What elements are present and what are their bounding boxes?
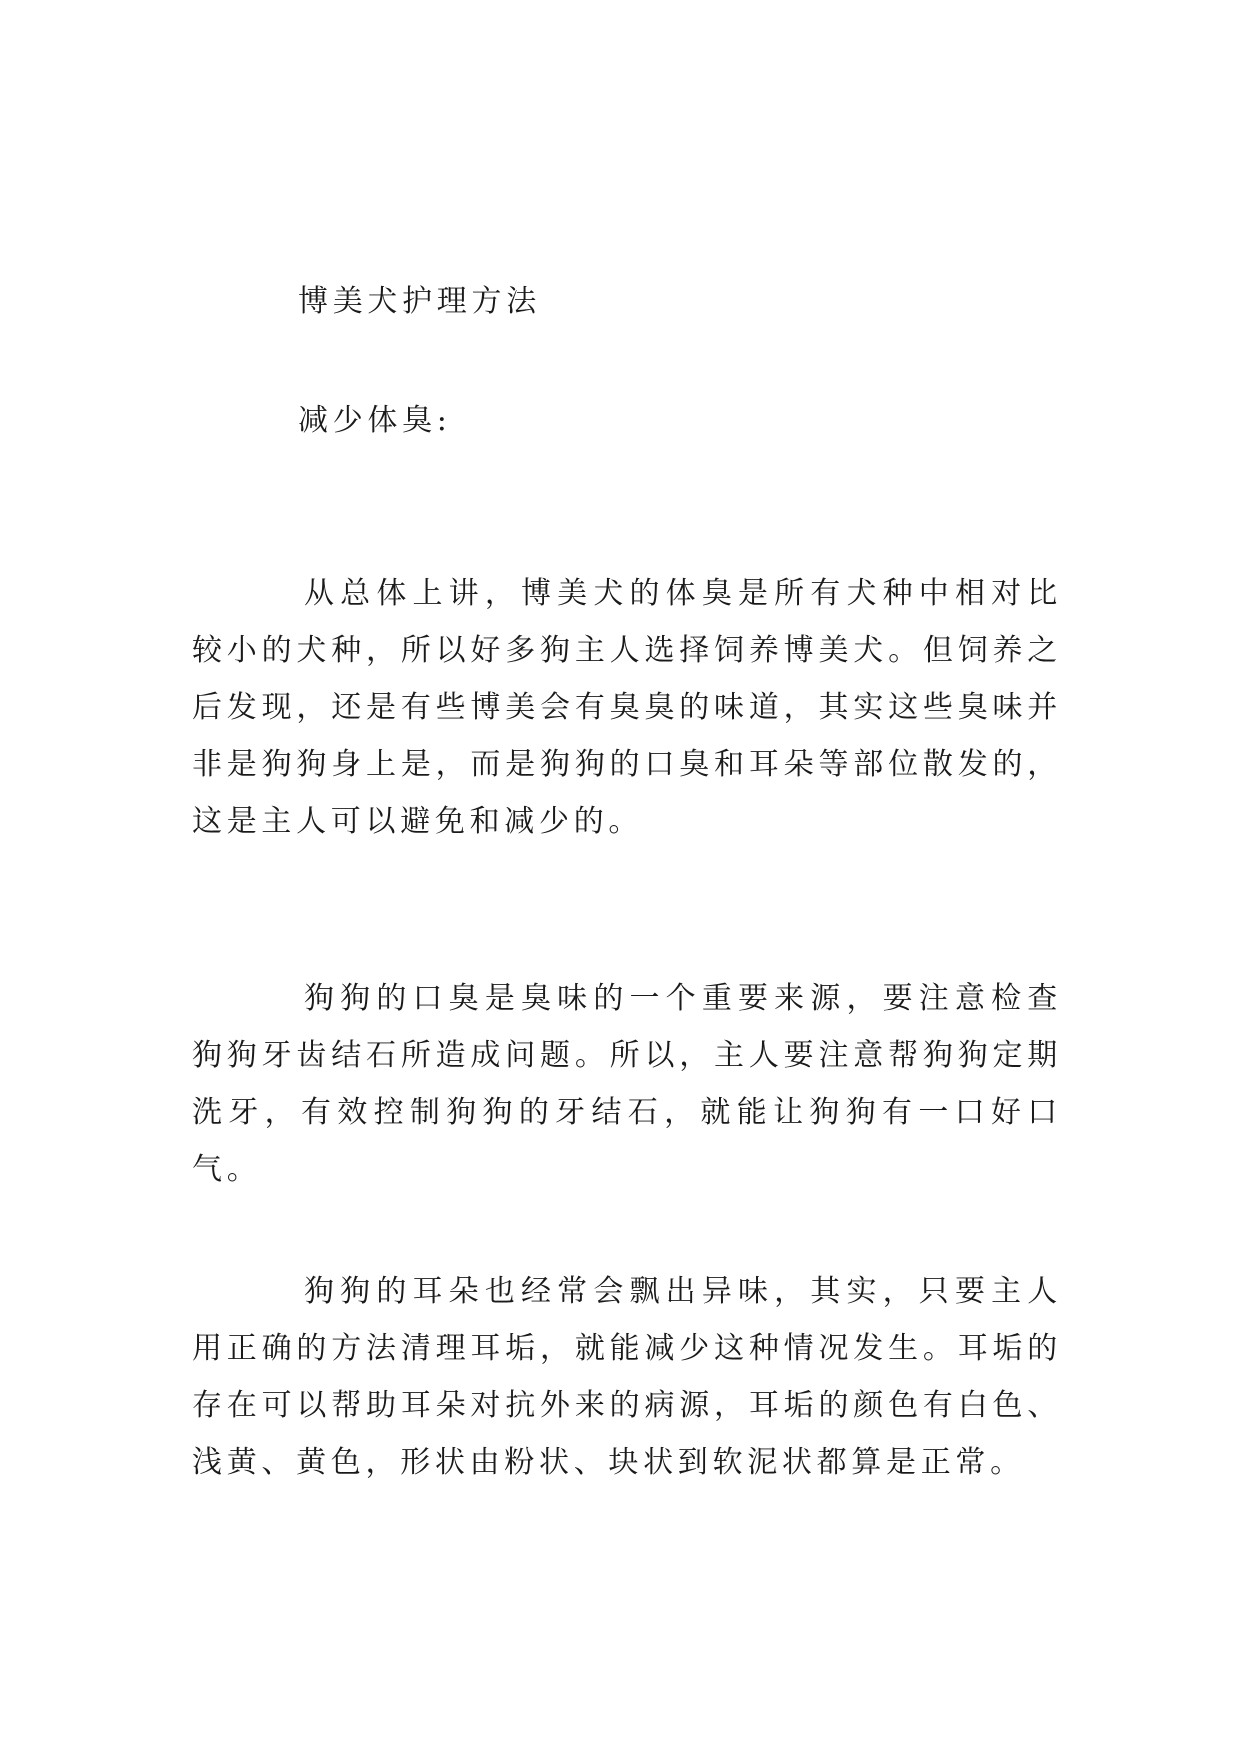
section-heading: 减少体臭:	[298, 403, 452, 438]
document-title: 博美犬护理方法	[298, 284, 541, 319]
paragraph-bad-breath: 狗狗的口臭是臭味的一个重要来源，要注意检查狗狗牙齿结石所造成问题。所以，主人要注意帮狗狗定期洗牙，有效控制狗狗的牙结石，就能让狗狗有一口好口气。	[192, 981, 1062, 1187]
paragraph-ear-odor: 狗狗的耳朵也经常会飘出异味，其实，只要主人用正确的方法清理耳垢，就能减少这种情况发生。耳垢的存在可以帮助耳朵对抗外来的病源，耳垢的颜色有白色、浅黄、黄色，形状由粉状、块状到软泥状都算是正常。	[192, 1274, 1062, 1480]
paragraph-body-odor-overview: 从总体上讲，博美犬的体臭是所有犬种中相对比较小的犬种，所以好多狗主人选择饲养博美犬。但饲养之后发现，还是有些博美会有臭臭的味道，其实这些臭味并非是狗狗身上是，而是狗狗的口臭和耳朵等部位散发的，这是主人可以避免和减少的。	[192, 576, 1062, 839]
